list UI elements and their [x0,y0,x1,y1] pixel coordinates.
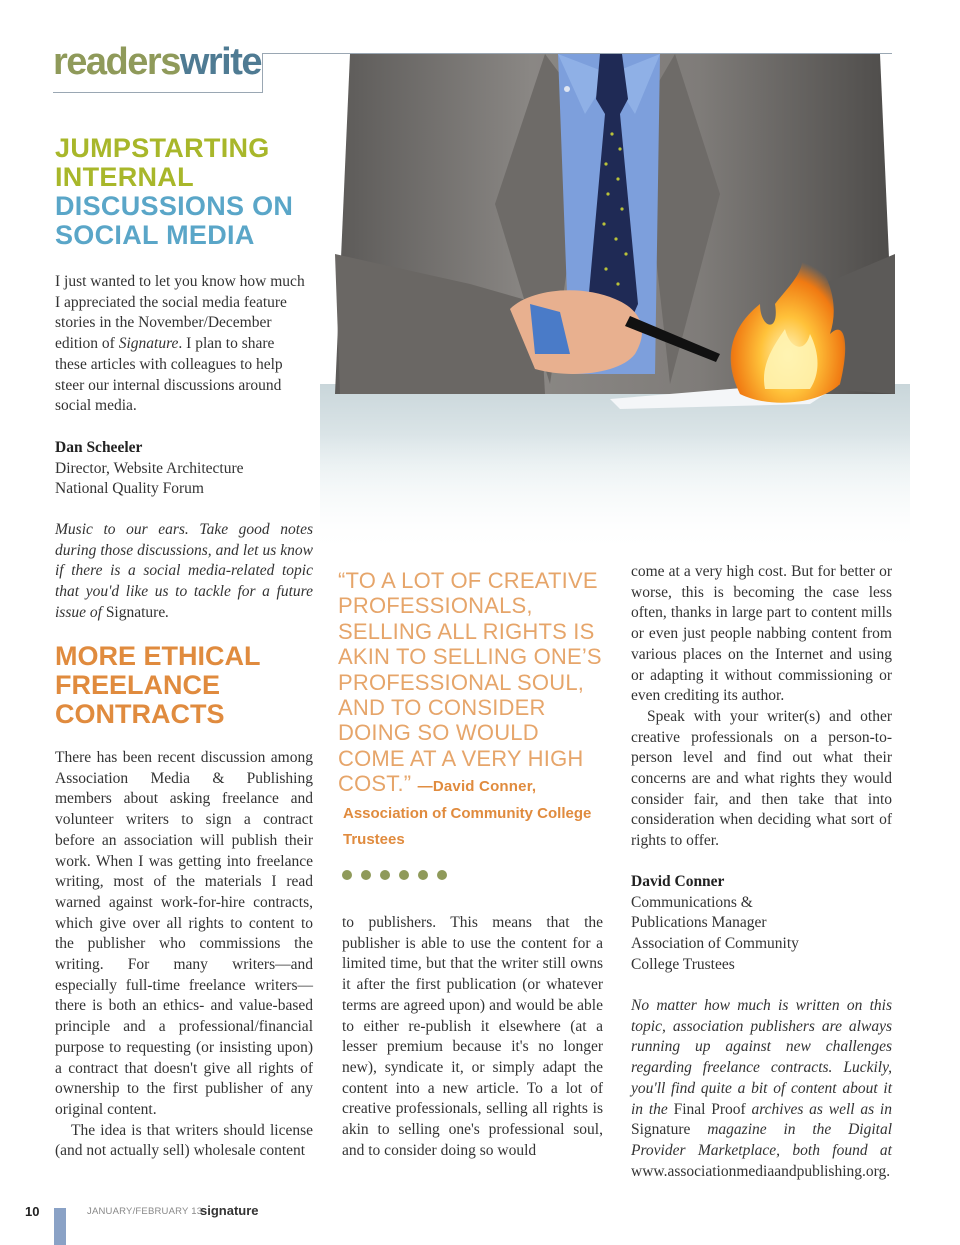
letter2-author-title: Communications & [631,893,753,911]
letter1-author-title: Director, Website Architecture [55,459,244,477]
letter2-paragraph: Speak with your writer(s) and other creative professionals on a person-to-person level and find out what their concerns are and what rights they would consider fair, and then take that into consideration when deciding what sort of rights to offer. [631,707,892,850]
letter2-signature [631,872,892,976]
editor-note-final-proof: Final Proof [673,1100,746,1118]
businessman-burning-contract-photo [320,54,910,554]
headline-line: DISCUSSIONS ON [55,191,294,221]
footer-color-bar [54,1208,66,1245]
letter2-author-org: College Trustees [631,955,735,973]
headline-line: JUMPSTARTING [55,133,270,163]
letter2-body-col3 [631,562,892,852]
letter2-paragraph: to publishers. This means that the publisher is able to use the content for a limited time, but that the writer still owns it after the first publication (or whatever terms are agreed upon) and would be able to either re-publish it elsewhere (at a lesser premium because it's no longer new), syndicate it, or simply adapt the content into a new article. To a lot of creative professionals, selling all rights is akin to selling one's professional soul, and to consider doing so would [342,914,603,1159]
letter2-body-col2 [342,913,603,1161]
header-rule-vertical [262,53,263,93]
editor-note-end: . [165,603,170,621]
editor-note-text: magazine in the Digital Provider Marketplace, both found at [631,1121,892,1159]
pull-quote [338,568,608,800]
separator-dot [399,870,409,880]
separator-dot [418,870,428,880]
letter2-paragraph: There has been recent discussion among Association Media & Publishing members about asking freelance and volunteer writers to sign a contract before an association will publish their work. When I was getting into freelance writing, most of the materials I read warned against work-for-hire contracts, which give over all rights to content to the publisher who commissions the writing. For many writers—and especially full-time freelance writers—there is both an ethics- and value-based principle and a professional/financial purpose to requesting (or insisting upon) a contract that doesn't give all rights of ownership to the first publisher of any original content. [55,749,313,1118]
editor-note-text: Music to our ears. Take good notes during those discussions, and let us know if there is a social media-related topic that you'd like us to tackle for a future issue of [55,521,313,621]
headline-line: MORE ETHICAL [55,641,261,671]
section-title [53,38,261,86]
letter2-paragraph: The idea is that writers should license (and not actually sell) wholesale content [55,1121,313,1160]
letter1-body-magazine: Signature [118,335,179,353]
page-number: 10 [25,1204,40,1219]
footer-magazine-name: signature [200,1203,259,1218]
separator-dot [342,870,352,880]
headline-freelance-contracts [55,642,305,729]
letter2-author-org: Association of Community [631,935,799,953]
headline-line: SOCIAL MEDIA [55,220,255,250]
separator-dot [380,870,390,880]
footer-issue-date: JANUARY/FEBRUARY 13 [87,1206,203,1217]
pull-quote-text: “TO A LOT OF CREATIVE PROFESSIONALS, SELLING ALL RIGHTS IS AKIN TO SELLING ONE’S PROFESSIONAL SOUL, AND TO CONSIDER DOING SO WOULD COME AT A VERY HIGH COST.” [338,568,602,797]
section-title-write: write [179,41,262,83]
editor-note-text: No matter how much is written on this topic, association publishers are always running up against new challenges regarding freelance contracts. Luckily, you'll find quite a bit of content about it in the [631,997,892,1118]
letter1-body [55,272,307,417]
letter1-editor-note [55,520,313,624]
letter2-paragraph: come at a very high cost. But for better or worse, this is becoming the case less often, thanks in large part to content mills or even just people nabbing content from various places on the Internet and using or adapting it without commissioning or even crediting its author. [631,563,892,705]
separator-dot [361,870,371,880]
letter1-body-pre: I just wanted to let you know how much I appreciated the social media feature stories in the November/December edition of [55,273,305,353]
headline-line: CONTRACTS [55,699,225,729]
editor-note-magazine: Signature [631,1121,691,1139]
editor-note-url[interactable]: www.associationmediaandpublishing.org. [631,1162,891,1180]
letter1-signature [55,438,313,500]
letter1-author-org: National Quality Forum [55,480,204,498]
headline-social-media [55,134,305,250]
pull-quote-org: Association of Community College Trustees [343,805,592,848]
headline-line: INTERNAL [55,162,194,192]
separator-dots [342,870,447,880]
letter2-author-name: David Conner [631,873,725,890]
letter1-author-name: Dan Scheeler [55,439,143,456]
letter1-body-post: . I plan to share these articles with colleagues to help steer our internal discussions around social media. [55,335,283,415]
section-title-readers: readers [53,41,180,83]
editor-note-text: archives as well as in [745,1100,892,1118]
header-rule-bottom [53,92,263,93]
separator-dot [437,870,447,880]
editor-note-magazine: Signature [105,603,166,621]
headline-line: FREELANCE [55,670,221,700]
pull-quote-attribution: —David Conner, [417,778,537,796]
letter2-body-col1 [55,748,313,1162]
letter2-editor-note [631,996,892,1182]
letter2-author-title: Publications Manager [631,914,767,932]
